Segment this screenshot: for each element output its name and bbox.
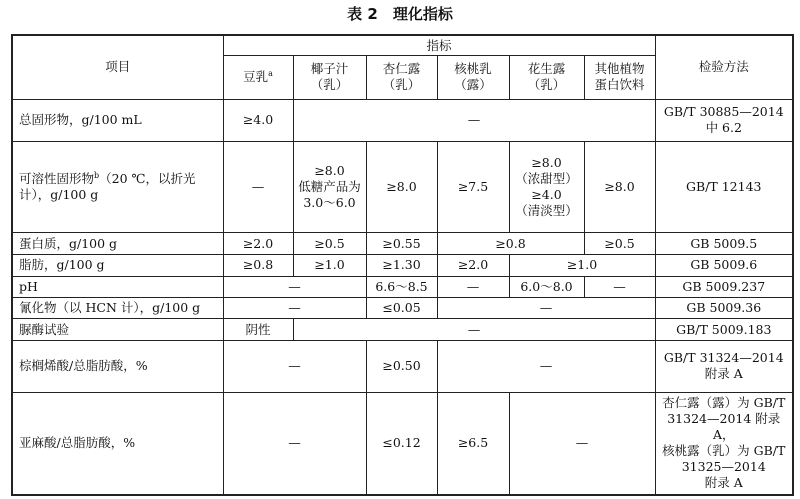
label-total-solids: 总固形物，g/100 mL <box>12 99 223 141</box>
cell-soluble-other: ≥8.0 <box>584 142 655 233</box>
cell-soluble-peanut: ≥8.0 （浓甜型） ≥4.0 （清淡型） <box>509 142 584 233</box>
cell-ph-other: — <box>584 276 655 297</box>
header-item: 项目 <box>12 35 223 99</box>
cell-soluble-soy: — <box>223 142 293 233</box>
label-ph: pH <box>12 276 223 297</box>
method-cyanide: GB 5009.36 <box>655 297 793 319</box>
header-row-1 <box>12 35 793 56</box>
cell-protein-soy: ≥2.0 <box>223 233 293 255</box>
cell-soluble-walnut: ≥7.5 <box>437 142 509 233</box>
cell-palmitoleic-almond: ≥0.50 <box>366 341 437 393</box>
cell-fat-almond: ≥1.30 <box>366 255 437 277</box>
method-urease: GB/T 5009.183 <box>655 319 793 341</box>
method-soluble-solids: GB/T 12143 <box>655 142 793 233</box>
cell-urease-soy: 阴性 <box>223 319 293 341</box>
cell-fat-walnut: ≥2.0 <box>437 255 509 277</box>
header-indicator: 指标 <box>223 35 655 56</box>
header-almond: 杏仁露 （乳） <box>366 56 437 100</box>
method-ph: GB 5009.237 <box>655 276 793 297</box>
header-soy: 豆乳$^a$ <box>223 56 293 100</box>
row-total-solids <box>12 99 793 141</box>
cell-linolenic-rest: — <box>509 392 655 495</box>
cell-ph-peanut: 6.0～8.0 <box>509 276 584 297</box>
row-fat <box>12 255 793 277</box>
header-other: 其他植物 蛋白饮料 <box>584 56 655 100</box>
physicochemical-table <box>11 34 794 496</box>
label-soluble-solids: 可溶性固形物$^b$（20 ℃，以折光计），g/100 g <box>12 142 223 233</box>
label-fat: 脂肪，g/100 g <box>12 255 223 277</box>
cell-protein-almond: ≥0.55 <box>366 233 437 255</box>
header-walnut: 核桃乳 （露） <box>437 56 509 100</box>
label-cyanide: 氰化物（以 HCN 计），g/100 g <box>12 297 223 319</box>
label-palmitoleic: 棕榈烯酸/总脂肪酸，% <box>12 341 223 393</box>
cell-protein-coconut: ≥0.5 <box>293 233 366 255</box>
label-urease: 脲酶试验 <box>12 319 223 341</box>
method-protein: GB 5009.5 <box>655 233 793 255</box>
row-ph <box>12 276 793 297</box>
row-palmitoleic <box>12 341 793 393</box>
row-soluble-solids <box>12 142 793 233</box>
row-linolenic <box>12 392 793 495</box>
method-linolenic: 杏仁露（露）为 GB/T 31324—2014 附录 A， 核桃露（乳）为 GB/T 31325—2014 附录 A <box>655 392 793 495</box>
cell-ph-soy-coconut: — <box>223 276 366 297</box>
cell-fat-peanut-other: ≥1.0 <box>509 255 655 277</box>
cell-protein-walnut-peanut: ≥0.8 <box>437 233 584 255</box>
cell-linolenic-walnut: ≥6.5 <box>437 392 509 495</box>
cell-ph-walnut: — <box>437 276 509 297</box>
cell-cyanide-rest: — <box>437 297 655 319</box>
cell-soluble-coconut: ≥8.0 低糖产品为 3.0～6.0 <box>293 142 366 233</box>
row-cyanide <box>12 297 793 319</box>
cell-total-solids-soy: ≥4.0 <box>223 99 293 141</box>
cell-ph-almond: 6.6～8.5 <box>366 276 437 297</box>
cell-palmitoleic-soy-coconut: — <box>223 341 366 393</box>
header-coconut: 椰子汁 （乳） <box>293 56 366 100</box>
cell-cyanide-almond: ≤0.05 <box>366 297 437 319</box>
label-linolenic: 亚麻酸/总脂肪酸，% <box>12 392 223 495</box>
cell-palmitoleic-rest: — <box>437 341 655 393</box>
cell-fat-coconut: ≥1.0 <box>293 255 366 277</box>
cell-fat-soy: ≥0.8 <box>223 255 293 277</box>
cell-linolenic-soy-coconut: — <box>223 392 366 495</box>
method-fat: GB 5009.6 <box>655 255 793 277</box>
cell-linolenic-almond: ≤0.12 <box>366 392 437 495</box>
row-protein <box>12 233 793 255</box>
cell-protein-other: ≥0.5 <box>584 233 655 255</box>
method-total-solids: GB/T 30885—2014 中 6.2 <box>655 99 793 141</box>
header-method: 检验方法 <box>655 35 793 99</box>
cell-soluble-almond: ≥8.0 <box>366 142 437 233</box>
table-title: 表 2 理化指标 <box>347 5 453 23</box>
cell-cyanide-soy-coconut: — <box>223 297 366 319</box>
header-peanut: 花生露 （乳） <box>509 56 584 100</box>
cell-urease-rest: — <box>293 319 655 341</box>
method-palmitoleic: GB/T 31324—2014 附录 A <box>655 341 793 393</box>
row-urease <box>12 319 793 341</box>
label-protein: 蛋白质，g/100 g <box>12 233 223 255</box>
cell-total-solids-rest: — <box>293 99 655 141</box>
